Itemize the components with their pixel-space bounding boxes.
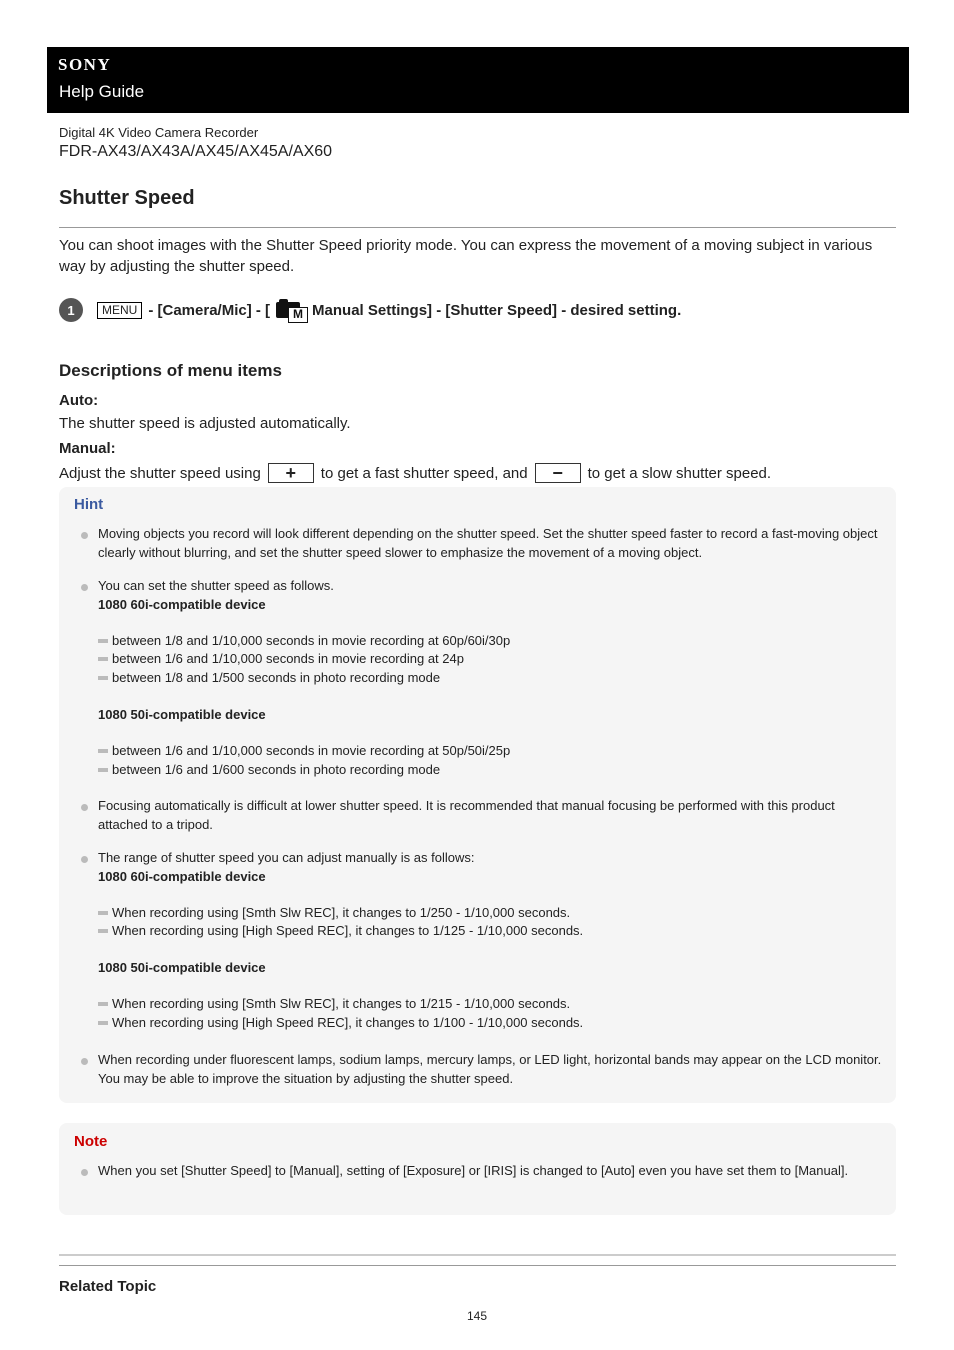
list-item: When recording using [Smth Slw REC], it changes to 1/250 - 1/10,000 seconds. (98, 903, 570, 922)
bullet-icon (81, 1058, 88, 1065)
list-item: When recording using [High Speed REC], it changes to 1/125 - 1/10,000 seconds. (98, 921, 583, 940)
bullet-icon (81, 804, 88, 811)
auto-term: Auto: (59, 392, 99, 409)
hint-bullet-2: You can set the shutter speed as follows. (98, 578, 334, 593)
section-divider (59, 1265, 896, 1266)
intro-paragraph: You can shoot images with the Shutter Speed priority mode. You can express the movement of a moving subject in various way by adjusting the shutter speed. (59, 237, 873, 275)
product-models: FDR-AX43/AX43A/AX45/AX45A/AX60 (59, 143, 333, 160)
list-item: between 1/6 and 1/10,000 seconds in movie recording at 50p/50i/25p (98, 741, 510, 760)
step-1 (59, 297, 681, 323)
sony-logo: SONY (58, 55, 112, 74)
hint-box (59, 487, 896, 1103)
note-bullet-1: When you set [Shutter Speed] to [Manual], setting of [Exposure] or [IRIS] is changed to [Auto] even you have set them to [Manual]. (98, 1163, 849, 1178)
title-divider (59, 227, 896, 228)
hint-sub-50i: 1080 50i-compatible device (98, 960, 266, 975)
list-item: When recording using [High Speed REC], it changes to 1/100 - 1/10,000 seconds. (98, 1013, 583, 1032)
product-category: Digital 4K Video Camera Recorder (59, 125, 259, 140)
page-number: 145 (466, 1309, 488, 1323)
minus-key-icon: − (535, 463, 581, 483)
descriptions-heading: Descriptions of menu items (59, 361, 282, 380)
manual-description: Adjust the shutter speed using + to get a fast shutter speed, and − to get a slow shutter speed. (59, 463, 772, 483)
note-label: Note (74, 1133, 108, 1150)
hint-bullet-4: The range of shutter speed you can adjust manually is as follows: (98, 850, 475, 865)
hint-sub-60i: 1080 60i-compatible device (98, 869, 266, 884)
related-topic-heading: Related Topic (59, 1278, 157, 1295)
bullet-icon (81, 532, 88, 539)
hint-label: Hint (74, 496, 104, 513)
manual-term: Manual: (59, 440, 116, 457)
note-box (59, 1123, 896, 1215)
list-item: between 1/6 and 1/600 seconds in photo recording mode (98, 760, 440, 779)
list-item: between 1/6 and 1/10,000 seconds in movie recording at 24p (98, 649, 464, 668)
help-guide-link[interactable]: Help Guide (59, 82, 145, 101)
section-divider (59, 1254, 896, 1256)
menu-path-part2: Manual Settings] - [Shutter Speed] - desired setting. (312, 301, 682, 319)
hint-bullet-3: Focusing automatically is difficult at lower shutter speed. It is recommended that manual focusing be performed with this product attached to a tripod. (98, 798, 835, 832)
step-number-badge: 1 (59, 298, 83, 322)
header-bar (47, 47, 909, 113)
menu-key-icon: MENU (97, 302, 142, 319)
hint-bullet-1: Moving objects you record will look different depending on the shutter speed. Set the shutter speed faster to record a fast-moving object clearly without blurring, and set the shutter speed slower to emphasize the movement of a moving object. (98, 526, 878, 560)
auto-description: The shutter speed is adjusted automatically. (59, 415, 351, 432)
camera-manual-icon: M (276, 299, 310, 321)
bullet-icon (81, 1169, 88, 1176)
bullet-icon (81, 856, 88, 863)
hint-sub-60i: 1080 60i-compatible device (98, 597, 266, 612)
hint-sub-50i: 1080 50i-compatible device (98, 707, 266, 722)
list-item: between 1/8 and 1/10,000 seconds in movie recording at 60p/60i/30p (98, 631, 510, 650)
plus-key-icon: + (268, 463, 314, 483)
page-title: Shutter Speed (59, 187, 195, 209)
hint-bullet-5: When recording under fluorescent lamps, sodium lamps, mercury lamps, or LED light, horizontal bands may appear on the LCD monitor. You may be able to improve the situation by adjusting the shutter speed. (98, 1052, 882, 1086)
bullet-icon (81, 584, 88, 591)
list-item: When recording using [Smth Slw REC], it changes to 1/215 - 1/10,000 seconds. (98, 994, 570, 1013)
list-item: between 1/8 and 1/500 seconds in photo recording mode (98, 668, 440, 687)
menu-path-part1: - [Camera/Mic] - [ (148, 301, 271, 319)
